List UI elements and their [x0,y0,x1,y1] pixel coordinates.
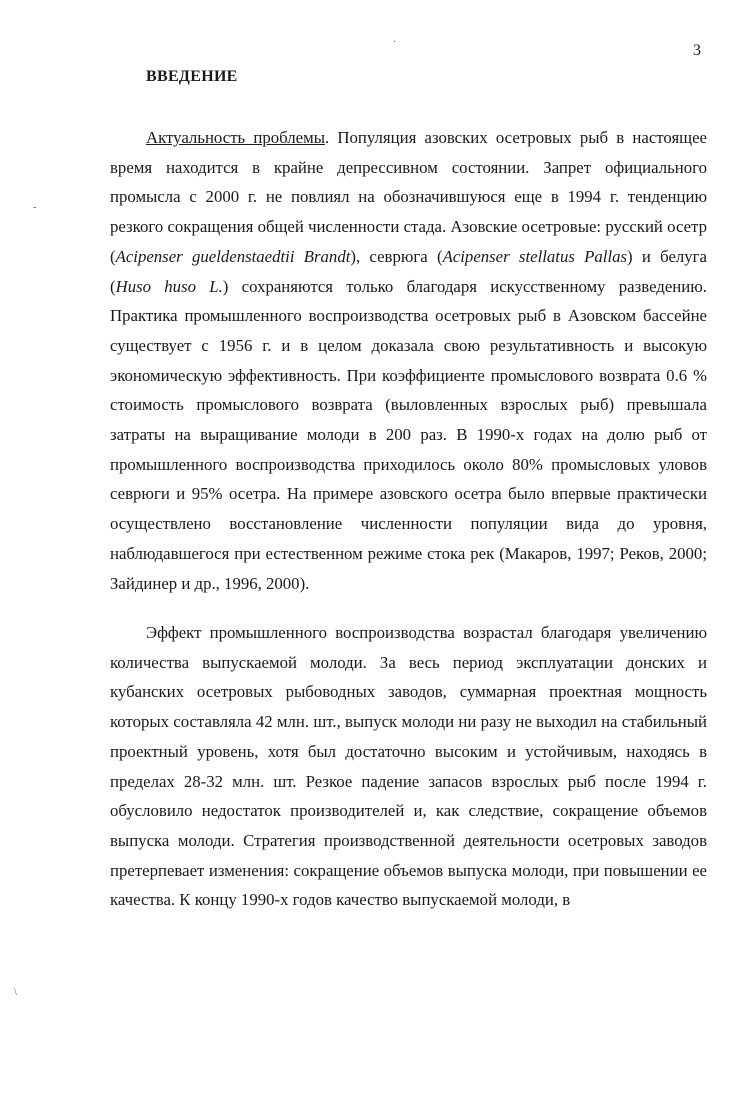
paragraph-text [110,123,707,598]
text-run: . Популяция азовских осетровых рыб в настоящее время находится в крайне депрессивном состоянии. Запрет официального промысла с 2000 г. не повлиял на обозначившуюся еще в 1994 г. тенденцию резкого сокращения общей численности стада. Азовские осетровые: русский осетр ( [110,128,707,266]
page-number: 3 [693,42,701,59]
section-heading: ВВЕДЕНИЕ [146,68,238,85]
scan-speck: \ [14,987,17,998]
paragraph-lead: Актуальность проблемы [146,128,325,147]
text-run: ), севрюга ( [350,246,443,266]
species-name: Acipenser gueldenstaedtii Brandt [115,246,351,266]
paragraph-relevance [110,123,707,598]
text-run: ) сохраняются только благодаря искусственному разведению. Практика промышленного воспроизводства осетровых рыб в Азовском бассейне существует с 1956 г. и в целом доказала свою результативность и высокую экономическую эффективность. При коэффициенте промыслового возврата 0.6 % стоимость промыслового возврата (выловленных взрослых рыб) превышала затраты на выращивание молоди в 200 раз. В 1990-х годах на долю рыб от промышленного воспроизводства приходилось около 80% промысловых уловов севрюги и 95% осетра. На примере азовского осетра было впервые практически осуществлено восстановление численности популяции вида до уровня, наблюдавшегося при естественном режиме стока рек (Макаров, 1997; Реков, 2000; Зайдинер и др., 1996, 2000). [110,276,707,593]
paragraph-reproduction [110,618,707,915]
species-name: Acipenser stellatus Pallas [442,246,628,266]
scan-speck: · [393,37,397,48]
text-run: ) и белуга ( [110,246,707,296]
species-name: Huso huso L. [115,276,223,296]
paragraph-text: Эффект промышленного воспроизводства возрастал благодаря увеличению количества выпускаемой молоди. За весь период эксплуатации донских и кубанских осетровых рыбоводных заводов, суммарная проектная мощность которых составляла 42 млн. шт., выпуск молоди ни разу не выходил на стабильный проектный уровень, хотя был достаточно высоким и устойчивым, находясь в пределах 28-32 млн. шт. Резкое падение запасов взрослых рыб после 1994 г. обусловило недостаток производителей и, как следствие, сокращение объемов выпуска молоди. Стратегия производственной деятельности осетровых заводов претерпевает изменения: сокращение объемов выпуска молоди, при повышении ее качества. К концу 1990-х годов качество выпускаемой молоди, в [110,623,707,910]
scan-speck: - [33,202,37,213]
